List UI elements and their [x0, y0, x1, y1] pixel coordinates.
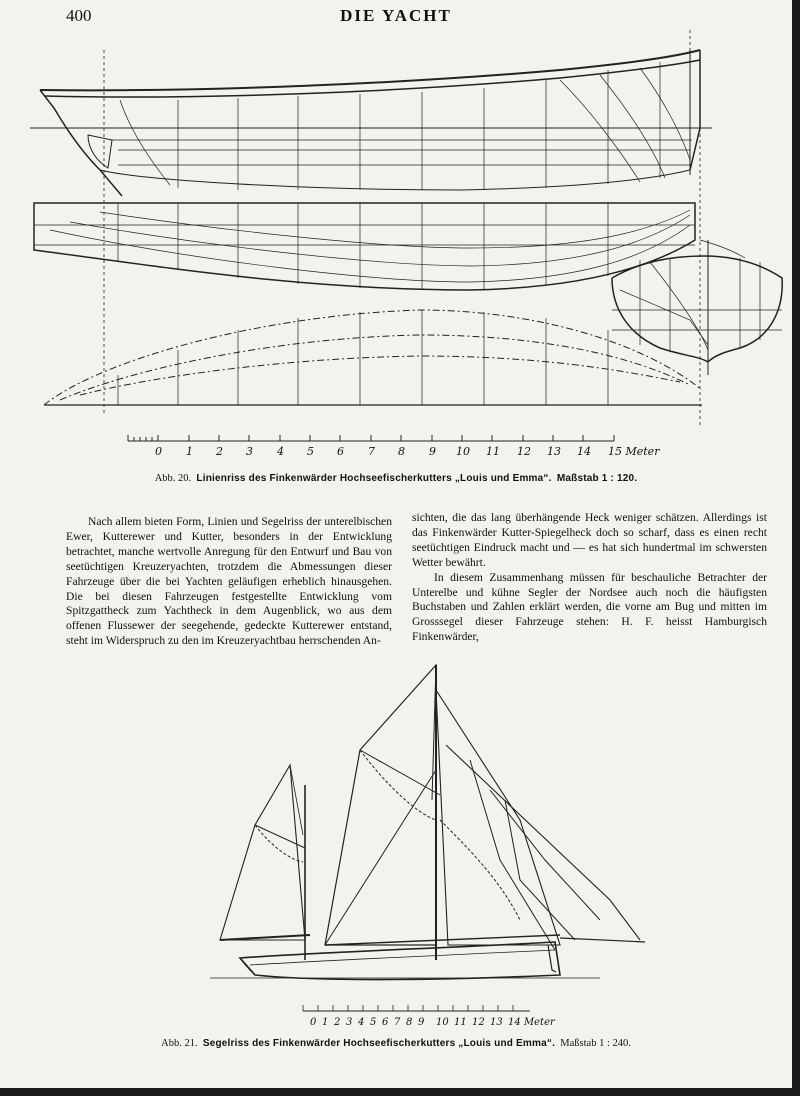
figure-21-caption [0, 1038, 792, 1049]
body-paragraph: In diesem Zusammenhang müssen für beschauliche Betrachter der Unterelbe und kühne Segler der Nordsee auch noch die häufigsten Buchstaben und Zahlen erklärt werden, die vorne am Bug und mitten im Grosssegel dieser Fahrzeuge stehen: H. F. heisst Hamburgisch Finkenwärder, [412, 570, 767, 644]
scale-tick-label: 2 [334, 1017, 341, 1028]
scale-tick-label: 11 [486, 445, 500, 458]
caption-prefix: Abb. 20. [154, 473, 192, 484]
scale-tick-label: 15 Meter [608, 445, 660, 458]
scale-tick-label: 3 [346, 1017, 353, 1028]
body-paragraph: Nach allem bieten Form, Linien und Segelriss der unterelbischen Ewer, Kutterewer und Kutter, besonders in der Entwicklung betrachtet, manche wertvolle Anregung für den Entwurf und Bau von seetüchtigen Kreuzeryachten, trotzdem die Abmessungen dieser Fahrzeuge über die bei Yachten geläufigen erheblich hinausgehen. Die bei diesen Fahrzeugen festgestellte Entwicklung vom Spitzgattheck zum Yachtheck in dem Augenblick, wo aus dem offenen Flussewer der seegehende, gedeckte Kutterewer entstand, steht im Widerspruch zu den im Kreuzeryachtbau herrschenden An- [66, 515, 392, 648]
body-paragraph: sichten, die das lang überhängende Heck weniger schätzen. Allerdings ist das Finkenwärder Kutter-Spiegelheck doch so scharf, dass es einen recht seetüchtigen Eindruck macht und — es hat sich hundertmal im schwersten Wetter bewährt. [412, 511, 767, 569]
scale-tick-label: 8 [406, 1017, 413, 1028]
scale-tick-label: 6 [337, 445, 344, 458]
scale-tick-label: 14 Meter [508, 1017, 555, 1028]
scale-tick-label: 8 [398, 445, 405, 458]
scale-tick-label: 9 [429, 445, 436, 458]
scale-tick-label: 11 [454, 1017, 467, 1028]
scale-tick-label: 4 [358, 1017, 365, 1028]
scale-tick-label: 7 [394, 1017, 401, 1028]
scale-tick-label: 4 [277, 445, 284, 458]
running-head: DIE YACHT [340, 6, 452, 25]
caption-title: Segelriss des Finkenwärder Hochseefischerkutters „Louis und Emma“. [202, 1038, 556, 1049]
text-column-right [412, 511, 767, 645]
caption-prefix: Abb. 21. [161, 1038, 198, 1049]
scale-tick-label: 12 [472, 1017, 485, 1028]
scale-tick-label: 10 [436, 1017, 449, 1028]
scale-tick-label: 0 [310, 1017, 317, 1028]
scale-tick-label: 14 [577, 445, 591, 458]
scale-tick-label: 2 [216, 445, 223, 458]
scale-tick-label: 5 [307, 445, 314, 458]
caption-title: Linienriss des Finkenwärder Hochseefischerkutters „Louis und Emma“. [196, 473, 552, 484]
scale-tick-label: 7 [368, 445, 375, 458]
scale-tick-label: 0 [155, 445, 162, 458]
scale-tick-label: 3 [246, 445, 253, 458]
scale-bar-ticks [128, 435, 614, 441]
text-column-left [66, 515, 392, 649]
scale-tick-label: 6 [382, 1017, 389, 1028]
lines-plan-drawing [0, 0, 792, 470]
scale-tick-label: 13 [547, 445, 561, 458]
scale-tick-label: 5 [370, 1017, 377, 1028]
scale-tick-label: 10 [456, 445, 470, 458]
scale-tick-label: 9 [418, 1017, 425, 1028]
scale-tick-label: 12 [517, 445, 531, 458]
page-number: 400 [66, 6, 92, 25]
scale-tick-label: 1 [186, 445, 193, 458]
scale-tick-label: 13 [490, 1017, 503, 1028]
scale-tick-label: 1 [322, 1017, 329, 1028]
caption-scale: Maßstab 1 : 120. [556, 473, 638, 484]
figure-20-caption [0, 473, 792, 484]
caption-scale: Maßstab 1 : 240. [560, 1038, 631, 1049]
